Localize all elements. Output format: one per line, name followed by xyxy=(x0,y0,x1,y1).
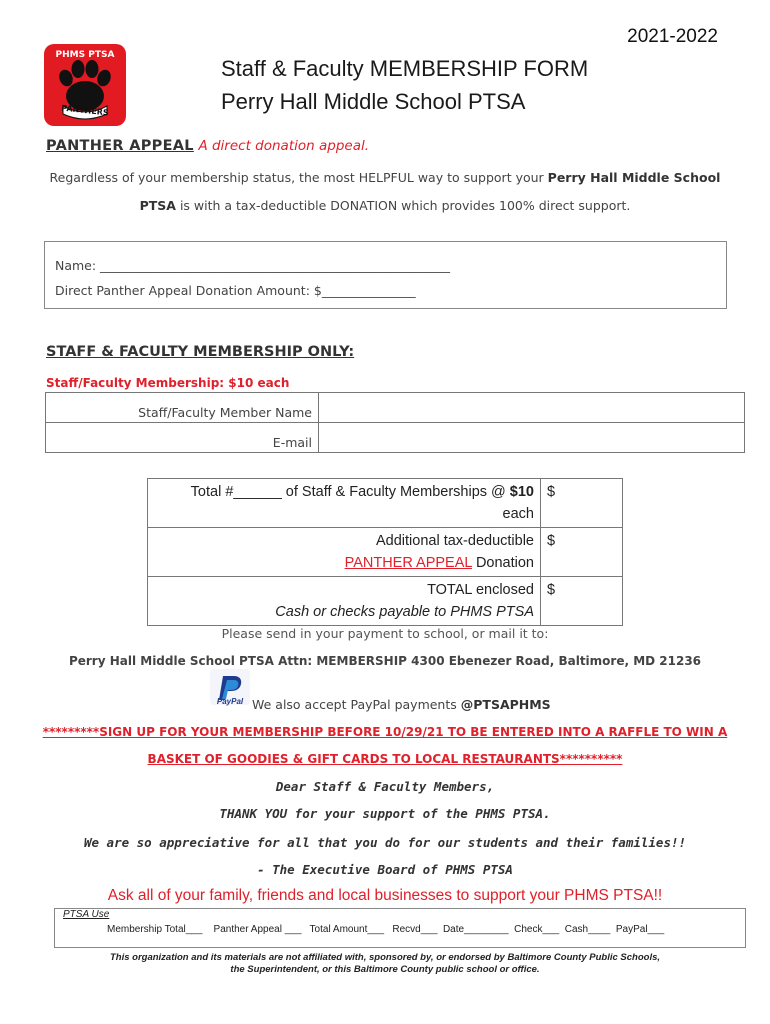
panther-appeal-subtitle: A direct donation appeal. xyxy=(198,138,370,154)
table-row xyxy=(46,423,745,453)
donation-amount-field[interactable]: Direct Panther Appeal Donation Amount: $_______________ xyxy=(55,283,416,298)
appreciation-line: We are so appreciative for all that you do for our students and their families!! xyxy=(83,835,687,850)
email-input[interactable] xyxy=(319,423,745,453)
panther-appeal-link-text: PANTHER APPEAL xyxy=(344,555,472,571)
ptsa-use-fields: Membership Total___ Panther Appeal ___ Total Amount___ Recvd___ Date________ Check___ Cash____ PayPal___ xyxy=(107,924,665,935)
member-info-table xyxy=(45,392,745,453)
mailing-address: Perry Hall Middle School PTSA Attn: MEMBERSHIP 4300 Ebenezer Road, Baltimore, MD 21236 xyxy=(68,654,702,668)
school-year: 2021-2022 xyxy=(627,26,718,47)
raffle-line-2: BASKET OF GOODIES & GIFT CARDS TO LOCAL RESTAURANTS********** xyxy=(147,752,623,766)
totals-table xyxy=(147,478,623,626)
logo-banner: PANTHERS xyxy=(60,103,110,118)
disclaimer-line-1: This organization and its materials are not affiliated with, sponsored by, or endorsed by Baltimore County Public Schools, xyxy=(109,952,661,963)
table-row xyxy=(46,393,745,423)
panther-appeal-heading xyxy=(46,138,369,154)
donation-text: Donation xyxy=(471,555,534,571)
table-row xyxy=(148,577,623,626)
paypal-icon xyxy=(209,668,251,706)
appeal-school-name: Perry Hall Middle School xyxy=(547,170,721,185)
membership-price: $10 xyxy=(509,484,534,500)
school-name-title: Perry Hall Middle School PTSA xyxy=(221,89,526,114)
email-label: E-mail xyxy=(46,423,319,453)
total-enclosed-label xyxy=(148,577,541,626)
greeting: Dear Staff & Faculty Members, xyxy=(275,779,495,794)
additional-donation-text: Additional tax-deductible xyxy=(376,533,534,549)
each-text: each xyxy=(502,506,534,522)
appeal-text-2: is with a tax-deductible DONATION which provides 100% direct support. xyxy=(175,198,631,213)
staff-membership-price: Staff/Faculty Membership: $10 each xyxy=(46,376,290,390)
paypal-note xyxy=(252,697,551,712)
panther-appeal-title: PANTHER APPEAL xyxy=(46,138,194,154)
form-title: Staff & Faculty MEMBERSHIP FORM xyxy=(221,56,589,81)
donation-amount-cell[interactable]: $ xyxy=(541,528,623,577)
memberships-amount-cell[interactable]: $ xyxy=(541,479,623,528)
paypal-handle: @PTSAPHMS xyxy=(460,697,551,712)
appeal-paragraph-line2 xyxy=(40,198,730,213)
appeal-text: Regardless of your membership status, the most HELPFUL way to support your xyxy=(49,170,548,185)
raffle-line-1: *********SIGN UP FOR YOUR MEMBERSHIP BEFORE 10/29/21 TO BE ENTERED INTO A RAFFLE TO WIN A xyxy=(42,725,728,739)
table-row xyxy=(148,528,623,577)
paypal-logo-text: PayPal xyxy=(216,697,244,706)
memberships-total-label xyxy=(148,479,541,528)
support-request: Ask all of your family, friends and local businesses to support your PHMS PTSA!! xyxy=(107,887,663,904)
ptsa-use-label: PTSA Use xyxy=(63,909,110,920)
send-payment-text: Please send in your payment to school, or mail it to: xyxy=(221,626,549,641)
total-enclosed-text: TOTAL enclosed xyxy=(427,582,534,598)
signature-line: - The Executive Board of PHMS PTSA xyxy=(257,862,513,877)
donor-name-field[interactable]: Name: ________________________________________________________ xyxy=(55,258,451,273)
staff-membership-heading: STAFF & FACULTY MEMBERSHIP ONLY: xyxy=(46,344,355,360)
payable-to-text: Cash or checks payable to PHMS PTSA xyxy=(275,604,534,620)
paypal-text: We also accept PayPal payments xyxy=(252,697,461,712)
member-name-input[interactable] xyxy=(319,393,745,423)
ptsa-use-box xyxy=(54,908,746,948)
donation-box xyxy=(44,241,727,309)
total-amount-cell[interactable]: $ xyxy=(541,577,623,626)
memberships-count-text: Total #______ of Staff & Faculty Memberships @ xyxy=(190,484,510,500)
phms-ptsa-logo xyxy=(44,44,126,126)
appeal-paragraph-line1 xyxy=(40,170,730,185)
table-row xyxy=(148,479,623,528)
appeal-donation-label xyxy=(148,528,541,577)
appeal-ptsa: PTSA xyxy=(139,198,176,213)
member-name-label: Staff/Faculty Member Name xyxy=(46,393,319,423)
disclaimer-line-2: the Superintendent, or this Baltimore County public school or office. xyxy=(230,964,540,975)
logo-text: PHMS PTSA xyxy=(55,50,115,60)
thank-you-line: THANK YOU for your support of the PHMS PTSA. xyxy=(219,806,551,821)
